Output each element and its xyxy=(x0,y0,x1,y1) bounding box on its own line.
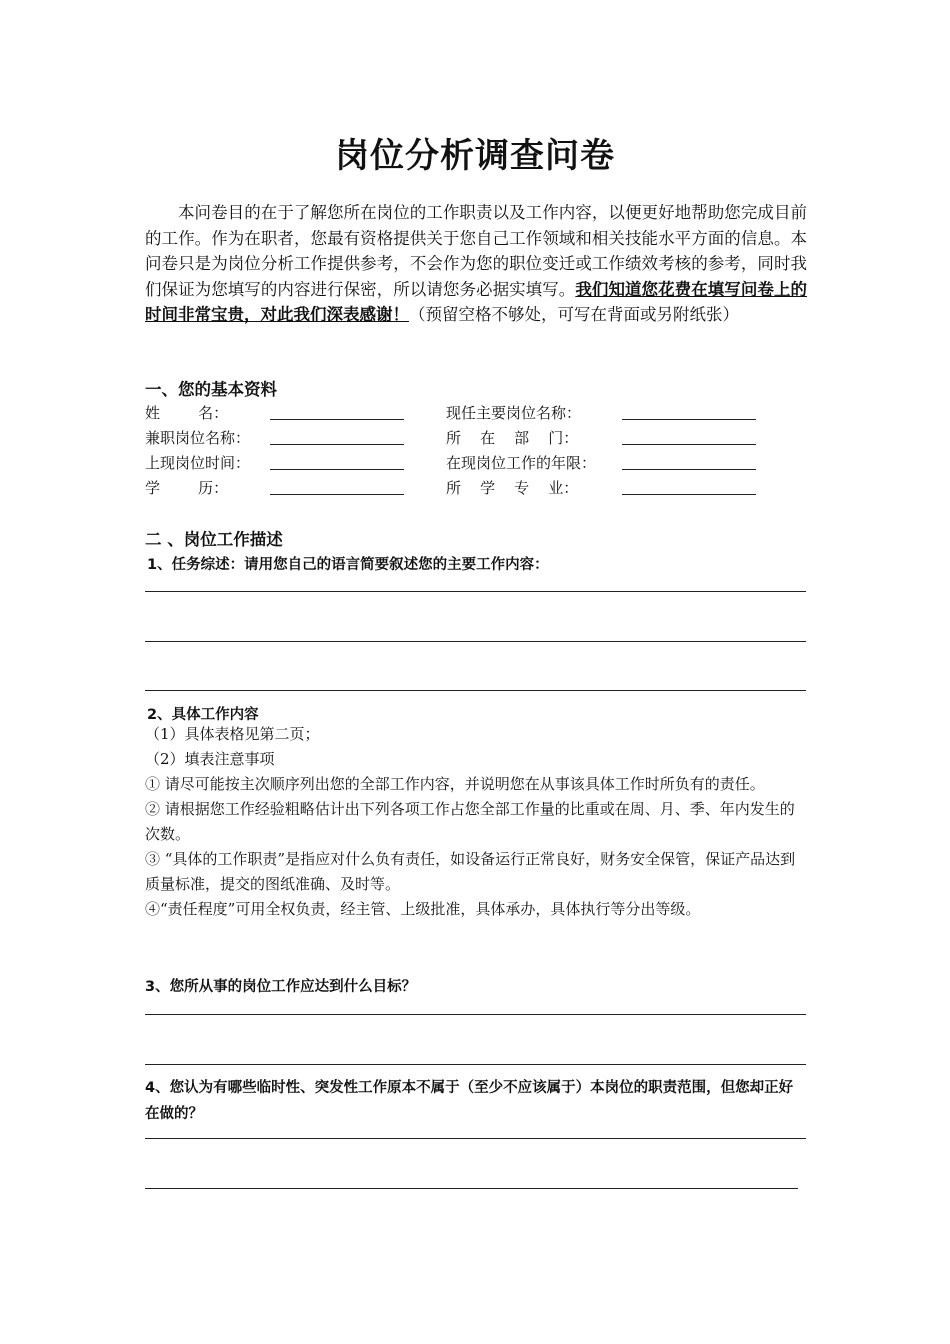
field-input-years[interactable] xyxy=(622,469,756,470)
field-input-name[interactable] xyxy=(270,419,404,420)
intro-note: （预留空格不够处，可写在背面或另附纸张） xyxy=(409,305,739,324)
field-label-name: 姓 名： xyxy=(145,404,229,422)
list-item: （1）具体表格见第二页； xyxy=(145,725,320,743)
answer-line[interactable] xyxy=(145,591,806,592)
field-label-main-position: 现任主要岗位名称： xyxy=(446,404,582,422)
instructions-list xyxy=(145,722,807,922)
answer-line[interactable] xyxy=(145,690,806,691)
field-input-start-time[interactable] xyxy=(270,469,404,470)
answer-line[interactable] xyxy=(145,1064,806,1065)
intro-text: 本问卷目的在于了解您所在岗位的工作职责以及工作内容，以便更好地帮助您完成目前的工作。作为在职者，您最有资格提供关于您自己工作领域和相关技能水平方面的信息。本问卷只是为岗位分析工作提供参考，不会作为您的职位变迁或工作绩效考核的参考，同时我们保证为您填写的内容进行保密，所以请您务必据实填写。 xyxy=(145,203,807,299)
field-label-education: 学 历： xyxy=(145,479,229,497)
field-input-parttime-position[interactable] xyxy=(270,444,404,445)
field-label-major: 所 学 专 业： xyxy=(446,479,579,497)
section1-heading: 一、您的基本资料 xyxy=(145,380,277,399)
list-item: ③ “具体的工作职责”是指应对什么负有责任，如设备运行正常良好，财务安全保管，保证产品达到质量标准，提交的图纸准确、及时等。 xyxy=(145,850,796,893)
field-label-start-time: 上现岗位时间： xyxy=(145,454,251,472)
list-item: ④“责任程度”可用全权负责，经主管、上级批准，具体承办，具体执行等分出等级。 xyxy=(145,900,701,918)
answer-line[interactable] xyxy=(145,1014,806,1015)
field-input-department[interactable] xyxy=(622,444,756,445)
answer-line[interactable] xyxy=(145,1138,806,1139)
answer-line[interactable] xyxy=(145,1188,798,1189)
intro-paragraph xyxy=(145,200,807,328)
field-label-years: 在现岗位工作的年限： xyxy=(446,454,597,472)
list-item: （2）填表注意事项 xyxy=(145,750,275,768)
question-3: 3、您所从事的岗位工作应达到什么目标？ xyxy=(145,979,417,995)
intro-thanks: 我们知道您花费在填写问卷上的时间非常宝贵，对此我们深表感谢！ xyxy=(145,279,808,324)
list-item: ② 请根据您工作经验粗略估计出下列各项工作占您全部工作量的比重或在周、月、季、年内发生的次数。 xyxy=(145,800,795,843)
question-1: 1、任务综述：请用您自己的语言简要叙述您的主要工作内容： xyxy=(147,557,549,573)
question-2: 2、具体工作内容 xyxy=(147,707,259,723)
section2-heading: 二 、岗位工作描述 xyxy=(145,530,283,549)
list-item: ① 请尽可能按主次顺序列出您的全部工作内容，并说明您在从事该具体工作时所负有的责任。 xyxy=(145,775,765,793)
field-input-major[interactable] xyxy=(622,494,756,495)
answer-line[interactable] xyxy=(145,641,806,642)
page-title: 岗位分析调查问卷 xyxy=(335,136,615,176)
field-label-parttime-position: 兼职岗位名称： xyxy=(145,429,251,447)
field-label-department: 所 在 部 门： xyxy=(446,429,579,447)
field-input-main-position[interactable] xyxy=(622,419,756,420)
field-input-education[interactable] xyxy=(270,494,404,495)
question-4: 4、您认为有哪些临时性、突发性工作原本不属于（至少不应该属于）本岗位的职责范围，但您却正好在做的？ xyxy=(145,1080,794,1122)
